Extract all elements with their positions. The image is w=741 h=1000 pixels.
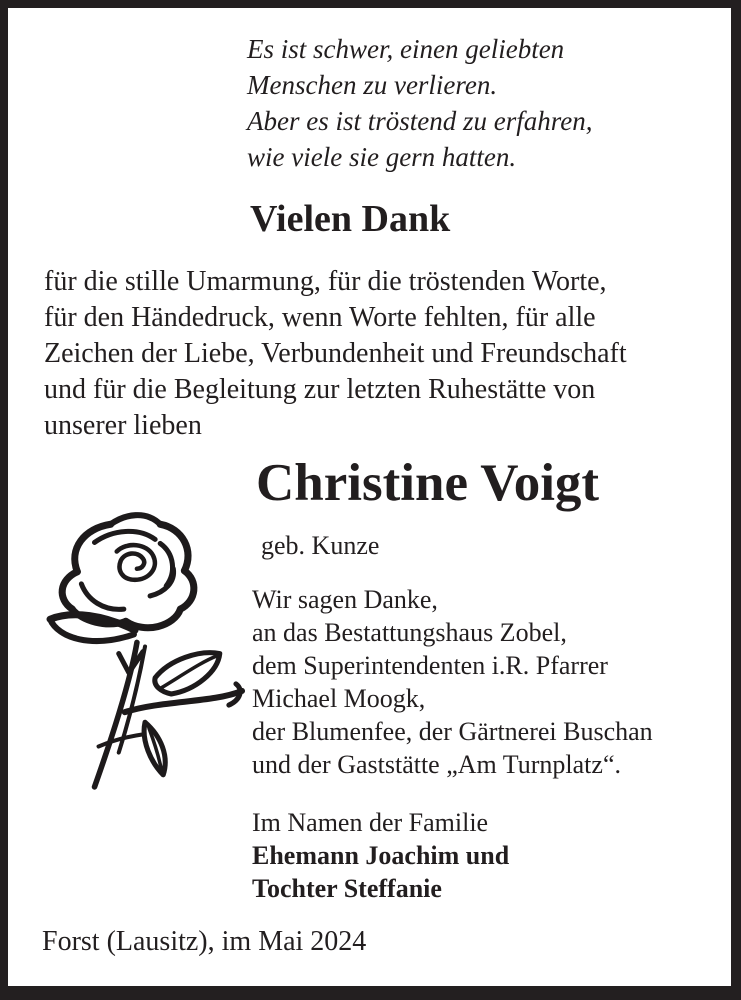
thanks-line: Wir sagen Danke, [252, 585, 438, 614]
thanks-list [252, 583, 653, 781]
thanks-line: an das Bestattungshaus Zobel, [252, 618, 567, 647]
intro-line: für den Händedruck, wenn Worte fehlten, für alle [44, 302, 596, 333]
opening-verse [247, 31, 592, 175]
gratitude-paragraph [44, 264, 627, 444]
verse-line: wie viele sie gern hatten. [247, 142, 517, 172]
rose-sketch-illustration [28, 498, 258, 796]
thanks-line: dem Superintendenten i.R. Pfarrer [252, 651, 608, 680]
intro-line: Zeichen der Liebe, Verbundenheit und Freundschaft [44, 338, 627, 369]
intro-line: unserer lieben [44, 410, 202, 441]
verse-line: Aber es ist tröstend zu erfahren, [247, 106, 593, 136]
family-intro: Im Namen der Familie [252, 808, 489, 837]
deceased-name: Christine Voigt [256, 454, 600, 512]
verse-line: Menschen zu verlieren. [247, 70, 498, 100]
thanks-line: der Blumenfee, der Gärtnerei Buschan [252, 717, 653, 746]
thank-you-heading: Vielen Dank [250, 198, 451, 240]
family-signature [252, 806, 509, 905]
verse-line: Es ist schwer, einen geliebten [247, 34, 565, 64]
thanks-line: und der Gaststätte „Am Turnplatz“. [252, 750, 621, 779]
family-name: Tochter Steffanie [252, 874, 442, 903]
deceased-birth-name: geb. Kunze [261, 531, 380, 560]
intro-line: und für die Begleitung zur letzten Ruhestätte von [44, 374, 596, 405]
family-name: Ehemann Joachim und [252, 841, 510, 870]
thanks-line: Michael Moogk, [252, 684, 426, 713]
intro-line: für die stille Umarmung, für die tröstenden Worte, [44, 266, 607, 297]
place-date-line: Forst (Lausitz), im Mai 2024 [42, 926, 367, 957]
